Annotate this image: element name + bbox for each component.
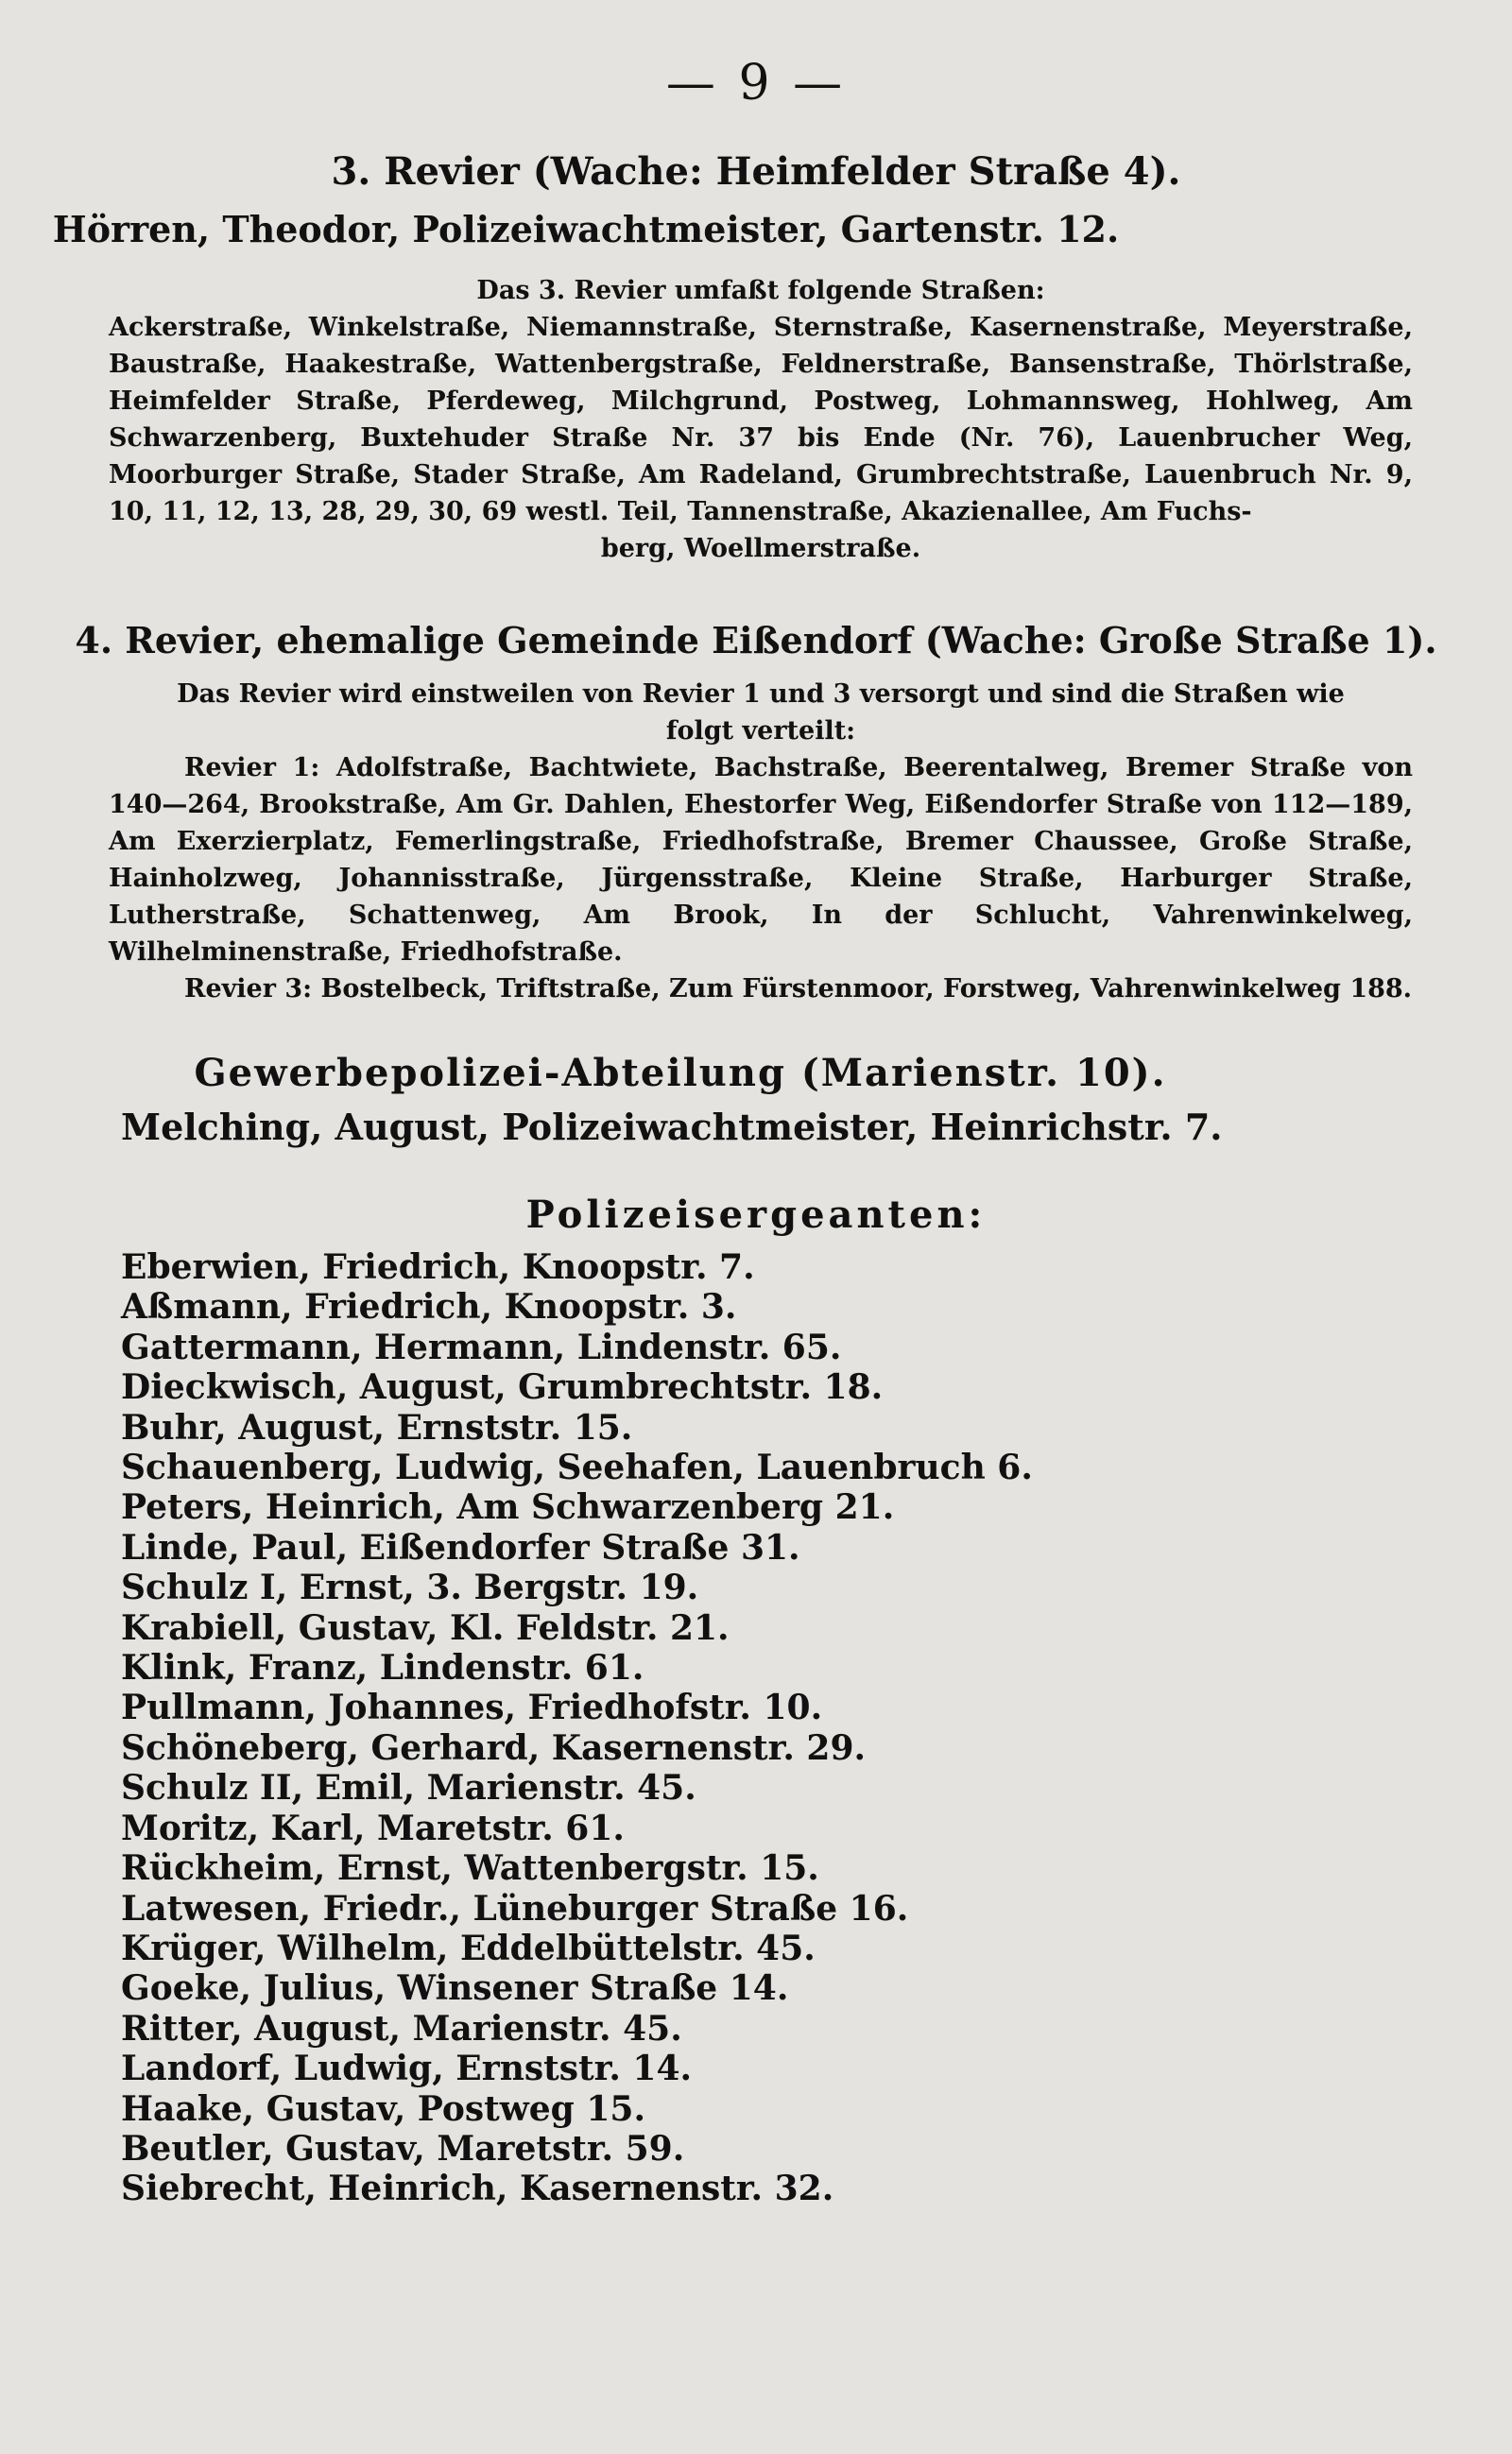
revier3-officer: Hörren, Theodor, Polizeiwachtmeister, Gartenstr. 12. bbox=[52, 208, 1120, 250]
revier4-intro: Das Revier wird einstweilen von Revier 1 und 3 versorgt und sind die Straßen wie bbox=[177, 679, 1345, 709]
revier3-street-block bbox=[109, 272, 1413, 567]
list-item: Ritter, August, Marienstr. 45. bbox=[121, 2008, 682, 2049]
revier4-intro-end: folgt verteilt: bbox=[665, 716, 856, 746]
sergeants-list bbox=[121, 1247, 1349, 2209]
list-item: Schauenberg, Ludwig, Seehafen, Lauenbruch 6. bbox=[121, 1448, 1033, 1488]
list-item: Siebrecht, Heinrich, Kasernenstr. 32. bbox=[121, 2169, 834, 2209]
revier4-heading: 4. Revier, ehemalige Gemeinde Eißendorf (Wache: Große Straße 1). bbox=[75, 619, 1437, 661]
revier4-revier3-streets: Revier 3: Bostelbeck, Triftstraße, Zum Fürstenmoor, Forstweg, Vahrenwinkelweg 188. bbox=[184, 974, 1413, 1004]
list-item: Krüger, Wilhelm, Eddelbüttelstr. 45. bbox=[121, 1928, 816, 1968]
list-item: Peters, Heinrich, Am Schwarzenberg 21. bbox=[121, 1487, 895, 1528]
list-item: Latwesen, Friedr., Lüneburger Straße 16. bbox=[121, 1888, 909, 1929]
page-number: — 9 — bbox=[665, 55, 847, 112]
list-item: Dieckwisch, August, Grumbrechtstr. 18. bbox=[121, 1367, 884, 1408]
revier3-streets-end: berg, Woellmerstraße. bbox=[600, 534, 921, 563]
revier3-intro: Das 3. Revier umfaßt folgende Straßen: bbox=[476, 276, 1045, 305]
list-item: Pullmann, Johannes, Friedhofstr. 10. bbox=[121, 1688, 823, 1728]
revier4-street-block bbox=[109, 676, 1413, 1007]
revier3-heading: 3. Revier (Wache: Heimfelder Straße 4). bbox=[331, 149, 1181, 194]
list-item: Schulz II, Emil, Marienstr. 45. bbox=[121, 1768, 696, 1809]
list-item: Landorf, Ludwig, Ernststr. 14. bbox=[121, 2049, 693, 2089]
list-item: Schöneberg, Gerhard, Kasernenstr. 29. bbox=[121, 1727, 867, 1768]
list-item: Haake, Gustav, Postweg 15. bbox=[121, 2088, 646, 2129]
list-item: Goeke, Julius, Winsener Straße 14. bbox=[121, 1968, 789, 2009]
list-item: Eberwien, Friedrich, Knoopstr. 7. bbox=[121, 1247, 755, 1287]
list-item: Aßmann, Friedrich, Knoopstr. 3. bbox=[121, 1287, 737, 1328]
list-item: Moritz, Karl, Maretstr. 61. bbox=[121, 1808, 625, 1848]
gewerbe-officer: Melching, August, Polizeiwachtmeister, Heinrichstr. 7. bbox=[121, 1106, 1223, 1148]
revier4-revier1-streets: Revier 1: Adolfstraße, Bachtwiete, Bachstraße, Beerentalweg, Bremer Straße von 140—264, Brookstraße, Am Gr. Dahlen, Ehestorfer Weg, Eißendorfer Straße von 112—189, Am Exerzierplatz, Femerlingstraße, Friedhofstraße, Bremer Chaussee, Große Straße, Hainholzweg, Johannisstraße, Jürgensstraße, Kleine Straße, Harburger Straße, Lutherstraße, Schattenweg, Am Brook, In der Schlucht, Vahrenwinkelweg, Wilhelminenstraße, Friedhofstraße. bbox=[109, 753, 1413, 967]
list-item: Rückheim, Ernst, Wattenbergstr. 15. bbox=[121, 1848, 819, 1889]
list-item: Schulz I, Ernst, 3. Bergstr. 19. bbox=[121, 1568, 699, 1608]
list-item: Buhr, August, Ernststr. 15. bbox=[121, 1407, 633, 1448]
list-item: Gattermann, Hermann, Lindenstr. 65. bbox=[121, 1327, 842, 1367]
list-item: Linde, Paul, Eißendorfer Straße 31. bbox=[121, 1527, 800, 1568]
list-item: Beutler, Gustav, Maretstr. 59. bbox=[121, 2128, 685, 2169]
revier3-streets: Ackerstraße, Winkelstraße, Niemannstraße, Sternstraße, Kasernenstraße, Meyerstraße, Baustraße, Haakestraße, Wattenbergstraße, Feldnerstraße, Bansenstraße, Thörlstraße, Heimfelder Straße, Pferdeweg, Milchgrund, Postweg, Lohmannsweg, Hohlweg, Am Schwarzenberg, Buxtehuder Straße Nr. 37 bis Ende (Nr. 76), Lauenbrucher Weg, Moorburger Straße, Stader Straße, Am Radeland, Grumbrechtstraße, Lauenbruch Nr. 9, 10, 11, 12, 13, 28, 29, 30, 69 westl. Teil, Tannenstraße, Akazienallee, Am Fuchs- bbox=[109, 313, 1413, 526]
sergeants-heading: Polizeisergeanten: bbox=[525, 1193, 987, 1237]
gewerbe-heading: Gewerbepolizei-Abteilung (Marienstr. 10). bbox=[194, 1051, 1167, 1095]
list-item: Klink, Franz, Lindenstr. 61. bbox=[121, 1648, 644, 1689]
list-item: Krabiell, Gustav, Kl. Feldstr. 21. bbox=[121, 1607, 730, 1648]
